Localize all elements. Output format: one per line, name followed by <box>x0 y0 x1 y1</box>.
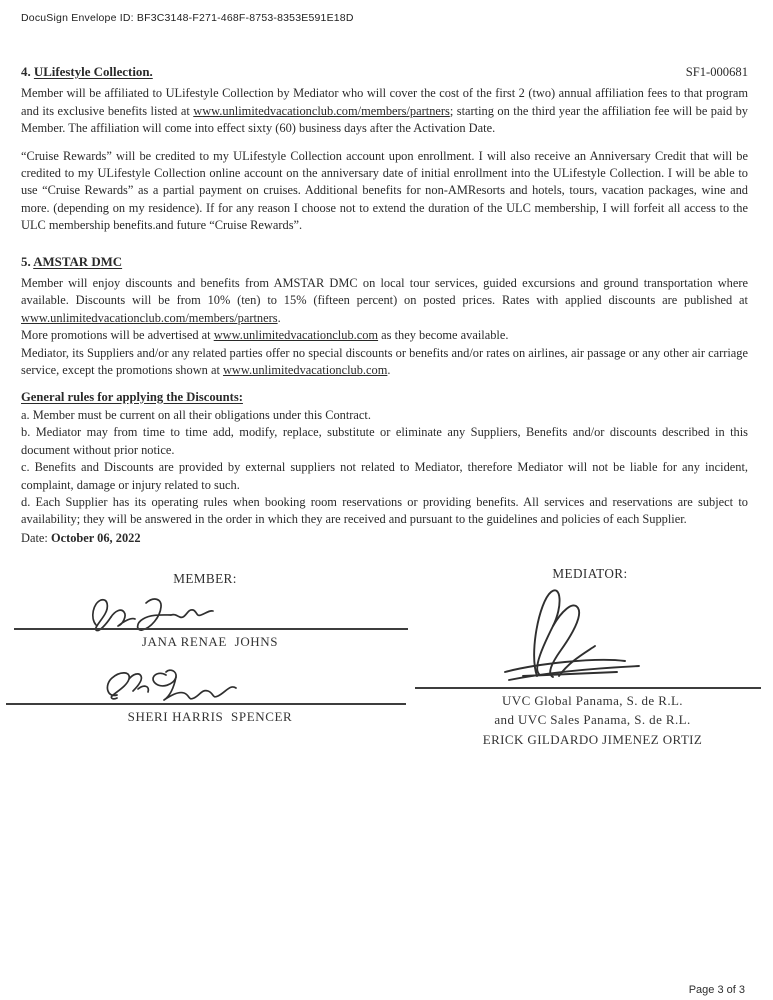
member2-signature-line <box>6 703 406 705</box>
document-code: SF1-000681 <box>685 65 748 79</box>
mediator-org-line1: UVC Global Panama, S. de R.L. <box>502 693 683 708</box>
date-label: Date: <box>21 530 51 545</box>
member1-signature-line <box>14 628 408 630</box>
uvc-site-link-2: www.unlimitedvacationclub.com <box>222 363 388 378</box>
section5-paragraph-1 <box>21 275 748 327</box>
docusign-envelope-id: DocuSign Envelope ID: BF3C3148-F271-468F-8753-8353E591E18D <box>21 12 354 24</box>
section5-title <box>21 254 122 271</box>
contract-date <box>21 530 748 547</box>
rule-item-a: a. Member must be current on all their obligations under this Contract. <box>21 407 371 422</box>
section4-paragraph-1 <box>21 85 748 137</box>
members-partners-link-2: www.unlimitedvacationclub.com/members/partners <box>21 310 278 325</box>
member1-signature-image <box>86 591 216 637</box>
mediator-signature-image <box>497 584 647 685</box>
section4-p1-text-a: Member will be affiliated to ULifestyle Collection by Mediator who will cover the cost of the first 2 (two) annual affiliation fees to that program and its exclusive benefits listed at <box>21 86 748 118</box>
section5-p2-text-a: More promotions will be advertised at <box>21 328 214 343</box>
section5-p2-text-b: as they become available. <box>378 328 509 343</box>
page-number-indicator: Page 3 of 3 <box>688 984 745 996</box>
contract-body <box>21 64 748 547</box>
member2-name: SHERI HARRIS SPENCER <box>127 709 293 724</box>
section4-title <box>21 64 153 81</box>
section5-p1-text-a: Member will enjoy discounts and benefits from AMSTAR DMC on local tour services, guided excursions and ground transportation where available. Discounts will be from 10% (ten) to 15% (fifteen percent) on posted prices. Rates with applied discounts are published at <box>21 276 748 308</box>
rule-item-c: c. Benefits and Discounts are provided by external suppliers not related to Mediator, therefore Mediator will not be liable for any incident, complaint, damage or injury related to such. <box>21 460 748 492</box>
rule-item-d: d. Each Supplier has its operating rules when booking room reservations or providing benefits. All services and reservations are subject to availability; they will be answered in the order in which they are received and pursuant to the guidelines and policies of each Supplier. <box>21 494 748 527</box>
member2-signature-image <box>102 665 242 705</box>
section5-paragraph-3 <box>21 345 748 380</box>
section5-number: 5. <box>21 254 34 269</box>
section5-p3-text-b: . <box>387 363 391 378</box>
uvc-site-link: www.unlimitedvacationclub.com <box>213 328 379 343</box>
general-rules-heading: General rules for applying the Discounts: <box>21 389 243 404</box>
mediator-identity <box>425 691 760 749</box>
member1-name: JANA RENAE JOHNS <box>141 634 279 649</box>
section4-title-text: ULifestyle Collection. <box>33 65 153 79</box>
mediator-section-title: MEDIATOR: <box>552 566 628 581</box>
section5-p1-text-b: . <box>277 310 281 325</box>
section5-title-text: AMSTAR DMC <box>33 254 123 269</box>
rule-item-b: b. Mediator may from time to time add, modify, replace, substitute or eliminate any Suppliers, Benefits and/or discounts described in this document without prior notice. <box>21 425 748 457</box>
section4-number: 4. <box>21 65 34 79</box>
section5-p3-text-a: Mediator, its Suppliers and/or any related parties offer no special discounts or benefits and/or rates on airlines, air passage or any other air carriage service, except the promotions shown at <box>21 345 748 378</box>
section4-paragraph-2: “Cruise Rewards” will be credited to my ULifestyle Collection account upon enrollment. I will also receive an Anniversary Credit that will be credited to my ULifestyle Collection online account on the anniversary date of initial enrollment into the ULifestyle Collection. I will be able to use “Cruise Rewards” as a partial payment on cruises. Additional benefits for non-AMResorts and hotels, tours, vacation packages, wine and more. (depending on my residence). If for any reason I choose not to extend the duration of the ULC membership, I will forfeit all access to the ULC membership benefits.and future “Cruise Rewards”. <box>21 148 748 233</box>
member-section-title: MEMBER: <box>173 571 237 586</box>
date-value: October 06, 2022 <box>50 530 141 545</box>
members-partners-link: www.unlimitedvacationclub.com/members/partners <box>193 103 450 118</box>
mediator-signature-line <box>415 687 761 689</box>
section4-p1-text-b: ; starting on the third year the affiliation fee will be paid by Member. The affiliation will come into effect sixty (60) business days after the Activation Date. <box>21 103 749 136</box>
section5-heading-row <box>21 254 748 271</box>
section4-heading-row <box>21 64 748 81</box>
mediator-org-line2: and UVC Sales Panama, S. de R.L. <box>494 712 691 728</box>
section5-paragraph-2 <box>21 327 748 344</box>
mediator-signer-name: ERICK GILDARDO JIMENEZ ORTIZ <box>482 731 703 747</box>
